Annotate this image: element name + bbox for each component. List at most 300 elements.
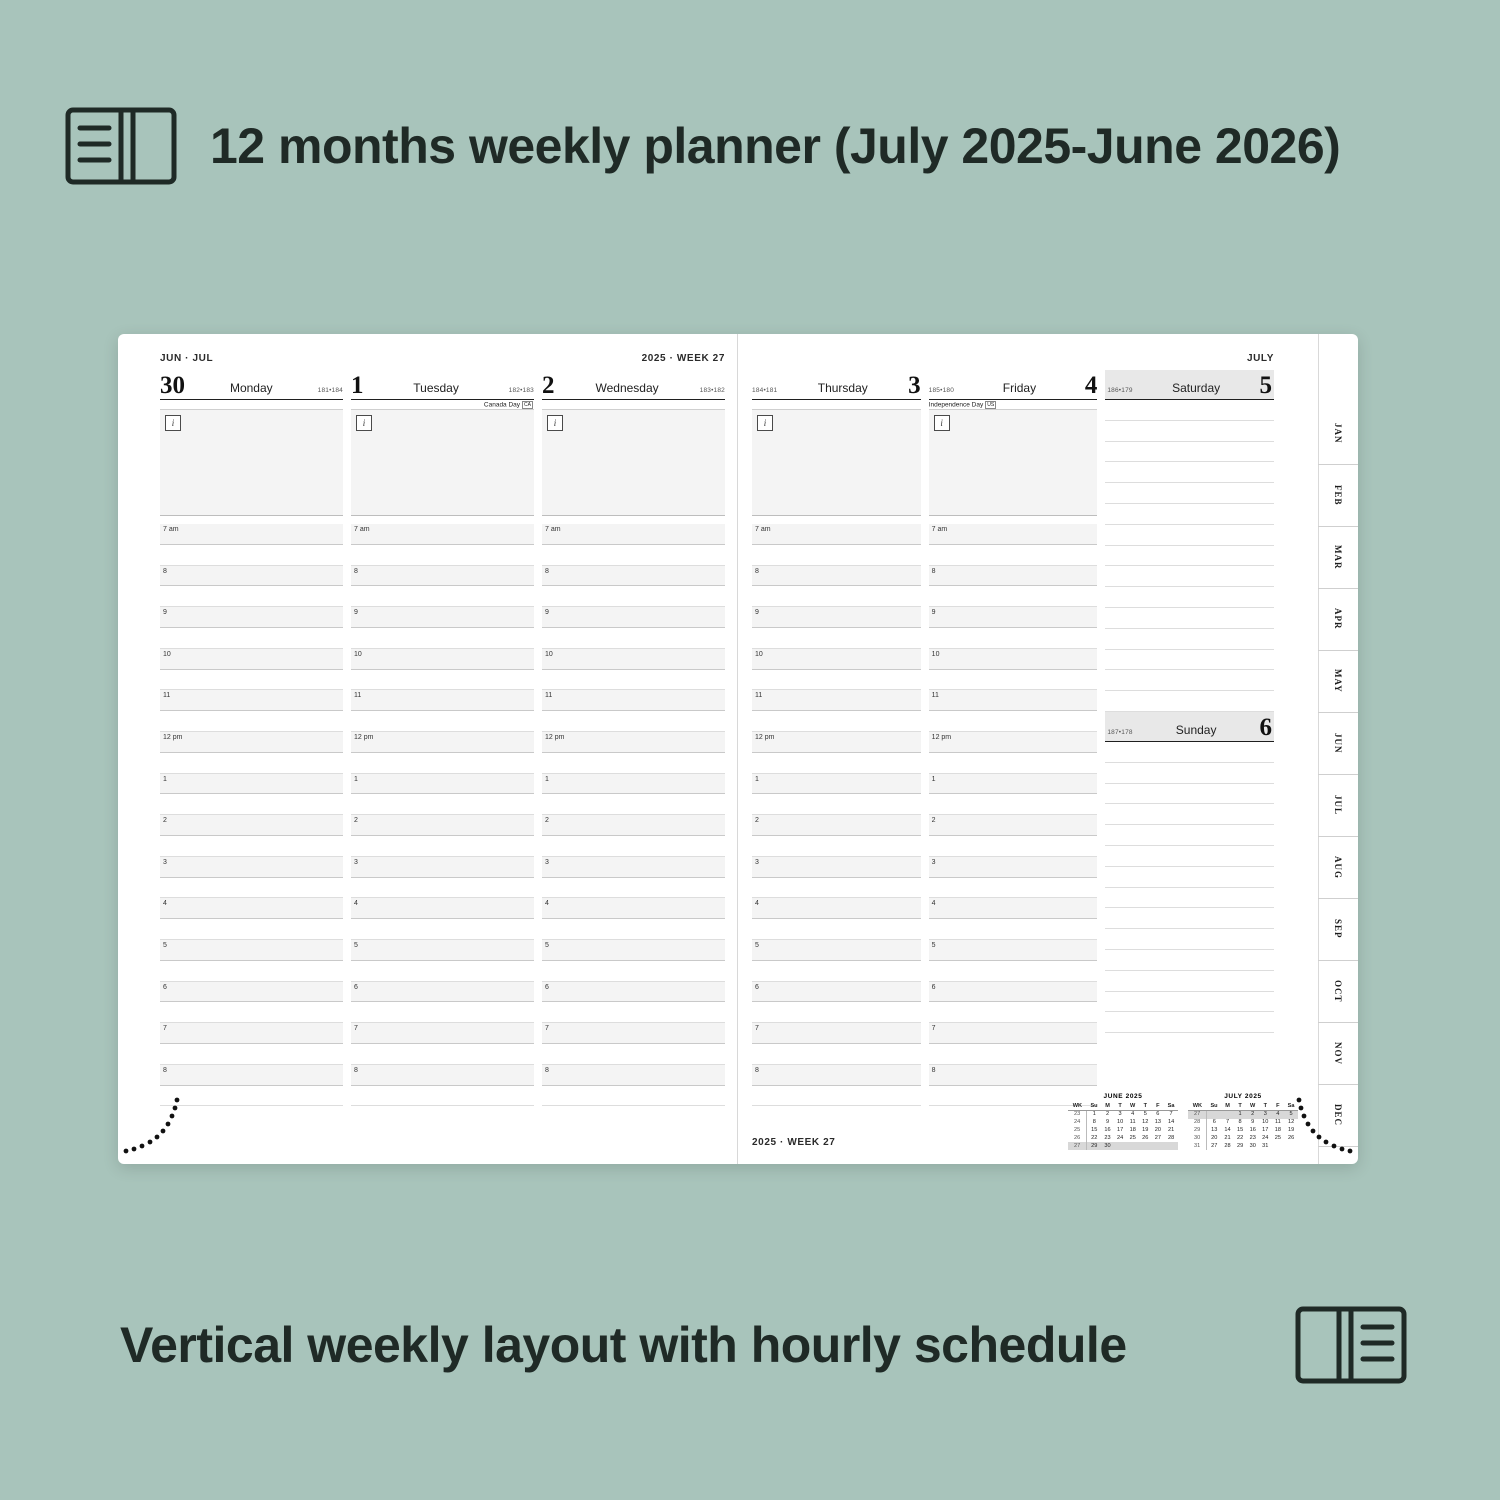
hour-slot[interactable] — [542, 566, 725, 587]
mini-calendar-day-cell: 16 — [1104, 1127, 1111, 1134]
hour-slot[interactable] — [351, 566, 534, 587]
right-page-header — [752, 350, 1318, 364]
hour-label: 4 — [755, 900, 759, 908]
half-hour-slot[interactable] — [160, 961, 343, 982]
hour-slot[interactable] — [160, 898, 343, 919]
month-tab-mar[interactable] — [1318, 526, 1358, 589]
note-line[interactable] — [1105, 867, 1274, 888]
note-line[interactable] — [1105, 804, 1274, 825]
hour-slot[interactable] — [752, 607, 921, 628]
hour-slot[interactable] — [752, 524, 921, 545]
mini-calendar-day-cell: 20 — [1211, 1134, 1218, 1141]
hour-grid-thursday[interactable] — [752, 524, 921, 1106]
note-line[interactable] — [1105, 608, 1274, 629]
hour-slot[interactable] — [351, 732, 534, 753]
holiday-country-flag: US — [987, 402, 995, 408]
hour-slot[interactable] — [752, 857, 921, 878]
hour-label: 7 am — [545, 526, 561, 533]
day-header-tuesday — [351, 370, 534, 400]
half-hour-slot[interactable] — [160, 586, 343, 607]
half-hour-slot[interactable] — [542, 919, 725, 940]
half-hour-slot[interactable] — [542, 878, 725, 899]
hour-slot[interactable] — [351, 857, 534, 878]
day-column-wednesday[interactable] — [542, 370, 725, 1106]
half-hour-slot[interactable] — [351, 628, 534, 649]
hour-slot[interactable] — [752, 940, 921, 961]
mini-calendar-day-cell: 1 — [1234, 1111, 1247, 1119]
half-hour-slot[interactable] — [351, 586, 534, 607]
hour-label: 1 — [354, 775, 358, 783]
hour-slot[interactable] — [160, 524, 343, 545]
mini-calendar-row — [1188, 1142, 1298, 1150]
mini-calendar-header-cell: M — [1101, 1102, 1114, 1110]
hour-label: 11 — [755, 692, 763, 700]
hour-slot[interactable] — [752, 690, 921, 711]
mini-calendar-header-cell: W — [1126, 1102, 1139, 1110]
note-line[interactable] — [1105, 525, 1274, 546]
half-hour-slot[interactable] — [160, 1044, 343, 1065]
mini-calendar-day-cell: 28 — [1224, 1142, 1231, 1149]
half-hour-slot[interactable] — [929, 628, 1098, 649]
note-line[interactable] — [1105, 1012, 1274, 1033]
hour-slot[interactable] — [929, 690, 1098, 711]
notes-area-tuesday[interactable] — [351, 410, 534, 516]
day-header-sunday — [1105, 712, 1274, 742]
day-number: 3 — [908, 372, 921, 399]
hour-label: 7 — [755, 1025, 759, 1033]
half-hour-slot[interactable] — [929, 586, 1098, 607]
half-hour-slot[interactable] — [929, 545, 1098, 566]
month-tab-nov[interactable] — [1318, 1022, 1358, 1085]
hour-label: 9 — [931, 609, 936, 617]
notes-area-thursday[interactable] — [752, 410, 921, 516]
half-hour-slot[interactable] — [929, 670, 1098, 691]
half-hour-slot[interactable] — [160, 794, 343, 815]
hour-slot[interactable] — [752, 898, 921, 919]
half-hour-slot[interactable] — [752, 545, 921, 566]
day-page-numbers: 183•182 — [699, 387, 725, 394]
planner-left-page — [118, 334, 738, 1164]
mini-calendar-day-cell: 14 — [1167, 1119, 1175, 1126]
hour-slot[interactable] — [542, 774, 725, 795]
note-line[interactable] — [1105, 566, 1274, 587]
half-hour-slot[interactable] — [351, 753, 534, 774]
mini-calendar-day-cell: 11 — [1129, 1119, 1136, 1126]
hour-slot[interactable] — [929, 815, 1098, 836]
half-hour-slot[interactable] — [542, 670, 725, 691]
hour-slot[interactable] — [752, 1065, 921, 1086]
info-icon: i — [356, 415, 372, 431]
day-name: Sunday — [1175, 722, 1217, 737]
hour-grid-friday[interactable] — [929, 524, 1098, 1106]
mini-calendar-day-cell: 22 — [1237, 1134, 1244, 1141]
note-line[interactable] — [1105, 992, 1274, 1013]
hour-slot[interactable] — [160, 1065, 343, 1086]
hour-slot[interactable] — [351, 690, 534, 711]
info-icon: i — [547, 415, 563, 431]
hour-label: 8 — [931, 567, 936, 575]
month-tab-jan[interactable] — [1318, 402, 1358, 465]
hour-slot[interactable] — [160, 607, 343, 628]
note-line[interactable] — [1105, 691, 1274, 712]
hour-slot[interactable] — [929, 898, 1098, 919]
hour-slot[interactable] — [160, 940, 343, 961]
hour-slot[interactable] — [752, 732, 921, 753]
hour-slot[interactable] — [351, 774, 534, 795]
hour-label: 10 — [545, 650, 553, 658]
half-hour-slot[interactable] — [542, 586, 725, 607]
mini-calendar-day-cell: 18 — [1274, 1127, 1281, 1134]
half-hour-slot[interactable] — [160, 628, 343, 649]
hour-grid-wednesday[interactable] — [542, 524, 725, 1106]
hour-grid-tuesday[interactable] — [351, 524, 534, 1106]
month-tab-apr[interactable] — [1318, 588, 1358, 651]
mini-calendar-day-cell: 7 — [1169, 1111, 1173, 1118]
mini-calendar-day-cell: 21 — [1167, 1127, 1175, 1134]
day-column-thursday[interactable] — [752, 370, 921, 1106]
note-line[interactable] — [1105, 421, 1274, 442]
half-hour-slot[interactable] — [929, 961, 1098, 982]
half-hour-slot[interactable] — [160, 919, 343, 940]
hour-slot[interactable] — [351, 815, 534, 836]
half-hour-slot[interactable] — [929, 794, 1098, 815]
half-hour-slot[interactable] — [351, 1044, 534, 1065]
hour-slot[interactable] — [929, 982, 1098, 1003]
month-tab-jul[interactable] — [1318, 774, 1358, 837]
note-line[interactable] — [1105, 483, 1274, 504]
hour-label: 7 am — [163, 526, 179, 533]
mini-calendar-day-cell: 15 — [1091, 1127, 1098, 1134]
day-header-saturday — [1105, 370, 1274, 400]
half-hour-slot[interactable] — [542, 628, 725, 649]
hour-label: 1 — [545, 775, 549, 783]
month-tab-label: MAR — [1333, 544, 1343, 570]
hour-label: 7 — [545, 1025, 549, 1033]
holiday-line — [160, 400, 343, 410]
day-column-friday[interactable] — [929, 370, 1098, 1106]
hour-label: 8 — [545, 1066, 549, 1074]
half-hour-slot[interactable] — [752, 961, 921, 982]
half-hour-slot[interactable] — [929, 919, 1098, 940]
half-hour-slot[interactable] — [929, 836, 1098, 857]
half-hour-slot[interactable] — [351, 670, 534, 691]
half-hour-slot[interactable] — [160, 878, 343, 899]
hour-slot[interactable] — [160, 649, 343, 670]
hour-slot[interactable] — [752, 566, 921, 587]
half-hour-slot[interactable] — [752, 670, 921, 691]
half-hour-slot[interactable] — [351, 545, 534, 566]
mini-calendar-day-cell: 13 — [1211, 1127, 1218, 1134]
half-hour-slot[interactable] — [542, 1044, 725, 1065]
holiday-line — [351, 400, 534, 410]
mini-calendar-day-cell — [1164, 1142, 1178, 1150]
note-line[interactable] — [1105, 971, 1274, 992]
note-line[interactable] — [1105, 546, 1274, 567]
info-icon: i — [934, 415, 950, 431]
month-tab-may[interactable] — [1318, 650, 1358, 713]
hour-slot[interactable] — [929, 857, 1098, 878]
hour-slot[interactable] — [160, 1023, 343, 1044]
hour-slot[interactable] — [542, 940, 725, 961]
hour-label: 11 — [545, 692, 553, 700]
half-hour-slot[interactable] — [542, 753, 725, 774]
month-tab-label: FEB — [1333, 484, 1343, 506]
hour-label: 7 am — [354, 526, 370, 533]
mini-calendar-day-cell: 29 — [1237, 1142, 1244, 1149]
mini-calendar-day-cell: 19 — [1287, 1127, 1295, 1134]
note-line[interactable] — [1105, 742, 1274, 763]
month-tab-sep[interactable] — [1318, 898, 1358, 961]
hour-label: 5 — [163, 941, 167, 949]
day-name: Wednesday — [595, 381, 659, 395]
hour-slot[interactable] — [752, 815, 921, 836]
hour-slot[interactable] — [752, 1023, 921, 1044]
hour-slot[interactable] — [542, 607, 725, 628]
half-hour-slot[interactable] — [160, 753, 343, 774]
half-hour-slot[interactable] — [929, 753, 1098, 774]
hour-slot[interactable] — [542, 982, 725, 1003]
half-hour-slot[interactable] — [351, 794, 534, 815]
hour-label: 6 — [163, 983, 167, 991]
note-line[interactable] — [1105, 888, 1274, 909]
note-line[interactable] — [1105, 400, 1274, 421]
mini-calendar-row — [1068, 1119, 1178, 1127]
notes-area-friday[interactable] — [929, 410, 1098, 516]
half-hour-slot[interactable] — [752, 586, 921, 607]
half-hour-slot[interactable] — [752, 1002, 921, 1023]
note-line[interactable] — [1105, 929, 1274, 950]
half-hour-slot[interactable] — [351, 961, 534, 982]
half-hour-slot[interactable] — [542, 961, 725, 982]
half-hour-slot[interactable] — [542, 545, 725, 566]
hour-slot[interactable] — [351, 1065, 534, 1086]
note-line[interactable] — [1105, 908, 1274, 929]
month-tab-label: NOV — [1333, 1041, 1343, 1065]
hour-slot[interactable] — [351, 524, 534, 545]
hour-slot[interactable] — [542, 898, 725, 919]
half-hour-slot[interactable] — [929, 711, 1098, 732]
half-hour-slot[interactable] — [542, 711, 725, 732]
mini-calendar-header-cell: M — [1221, 1102, 1234, 1110]
note-line[interactable] — [1105, 587, 1274, 608]
half-hour-slot[interactable] — [752, 1044, 921, 1065]
half-hour-slot[interactable] — [752, 836, 921, 857]
hour-slot[interactable] — [542, 857, 725, 878]
hour-slot[interactable] — [929, 1023, 1098, 1044]
hour-slot[interactable] — [929, 1065, 1098, 1086]
mini-calendar-day-cell: 10 — [1117, 1119, 1124, 1126]
hour-slot[interactable] — [542, 732, 725, 753]
half-hour-slot[interactable] — [542, 1086, 725, 1107]
hour-label: 6 — [755, 983, 759, 991]
mini-calendar-header-cell: W — [1246, 1102, 1259, 1110]
half-hour-slot[interactable] — [752, 1086, 921, 1107]
mini-calendar-day-cell: 20 — [1154, 1127, 1161, 1134]
half-hour-slot[interactable] — [160, 836, 343, 857]
note-line[interactable] — [1105, 950, 1274, 971]
day-header-monday — [160, 370, 343, 400]
hour-label: 12 pm — [545, 733, 565, 741]
half-hour-slot[interactable] — [929, 878, 1098, 899]
half-hour-slot[interactable] — [351, 1002, 534, 1023]
note-line[interactable] — [1105, 763, 1274, 784]
mini-calendar-1[interactable] — [1188, 1093, 1298, 1150]
hour-slot[interactable] — [351, 1023, 534, 1044]
half-hour-slot[interactable] — [351, 836, 534, 857]
hour-slot[interactable] — [160, 982, 343, 1003]
hour-slot[interactable] — [160, 774, 343, 795]
mini-calendar-row — [1188, 1134, 1298, 1142]
half-hour-slot[interactable] — [752, 878, 921, 899]
half-hour-slot[interactable] — [542, 836, 725, 857]
mini-calendar-day-cell: 24 — [1262, 1134, 1269, 1141]
half-hour-slot[interactable] — [752, 794, 921, 815]
hour-label: 7 — [354, 1025, 358, 1033]
month-tab-jun[interactable] — [1318, 712, 1358, 775]
month-tab-aug[interactable] — [1318, 836, 1358, 899]
half-hour-slot[interactable] — [542, 1002, 725, 1023]
hour-label: 2 — [354, 817, 358, 825]
month-tab-strip — [1318, 334, 1358, 1164]
mini-calendar-row — [1188, 1119, 1298, 1127]
hour-slot[interactable] — [351, 607, 534, 628]
mini-calendar-day-cell: 29 — [1087, 1142, 1101, 1150]
hour-label: 8 — [163, 567, 167, 575]
half-hour-slot[interactable] — [351, 711, 534, 732]
half-hour-slot[interactable] — [752, 711, 921, 732]
note-line[interactable] — [1105, 629, 1274, 650]
saturday-lines[interactable] — [1105, 400, 1274, 712]
month-tab-label: JUN — [1333, 732, 1343, 754]
mini-calendar-day-cell: 7 — [1225, 1119, 1230, 1126]
hour-label: 2 — [931, 817, 936, 825]
half-hour-slot[interactable] — [351, 1086, 534, 1107]
hour-slot[interactable] — [929, 607, 1098, 628]
half-hour-slot[interactable] — [752, 919, 921, 940]
half-hour-slot[interactable] — [160, 670, 343, 691]
note-line[interactable] — [1105, 825, 1274, 846]
month-tab-label: SEP — [1333, 919, 1343, 939]
half-hour-slot[interactable] — [752, 628, 921, 649]
hour-slot[interactable] — [542, 1065, 725, 1086]
hour-slot[interactable] — [752, 982, 921, 1003]
info-icon: i — [165, 415, 181, 431]
hour-label: 4 — [545, 900, 549, 908]
mini-calendar-row — [1188, 1111, 1298, 1119]
day-column-weekend[interactable] — [1105, 370, 1274, 1106]
mini-calendar-week-number: 27 — [1068, 1142, 1087, 1150]
hour-slot[interactable] — [542, 649, 725, 670]
mini-calendar-day-cell: 12 — [1287, 1119, 1295, 1126]
month-tab-label: APR — [1333, 608, 1343, 630]
mini-calendar-header-cell: Su — [1207, 1102, 1221, 1110]
day-header-thursday — [752, 370, 921, 400]
note-line[interactable] — [1105, 846, 1274, 867]
month-tab-label: JAN — [1333, 422, 1343, 444]
day-number: 1 — [351, 372, 364, 399]
notes-area-monday[interactable] — [160, 410, 343, 516]
mini-calendar-day-cell: 17 — [1262, 1127, 1269, 1134]
hour-slot[interactable] — [351, 898, 534, 919]
left-day-columns — [160, 370, 725, 1106]
hour-slot[interactable] — [752, 649, 921, 670]
hour-label: 8 — [931, 1066, 936, 1074]
half-hour-slot[interactable] — [351, 878, 534, 899]
mini-calendar-0[interactable] — [1068, 1093, 1178, 1150]
mini-calendar-row — [1068, 1111, 1178, 1119]
hour-slot[interactable] — [351, 940, 534, 961]
note-line[interactable] — [1105, 504, 1274, 525]
hour-slot[interactable] — [542, 815, 725, 836]
note-line[interactable] — [1105, 670, 1274, 691]
hour-slot[interactable] — [160, 732, 343, 753]
month-tab-oct[interactable] — [1318, 960, 1358, 1023]
hour-label: 4 — [163, 900, 167, 908]
half-hour-slot[interactable] — [929, 1044, 1098, 1065]
hour-label: 3 — [931, 858, 936, 866]
hour-grid-monday[interactable] — [160, 524, 343, 1106]
hour-slot[interactable] — [160, 690, 343, 711]
hour-slot[interactable] — [929, 774, 1098, 795]
sunday-lines[interactable] — [1105, 742, 1274, 1033]
half-hour-slot[interactable] — [351, 919, 534, 940]
mini-calendar-header-cell: T — [1259, 1102, 1272, 1110]
hour-slot[interactable] — [929, 566, 1098, 587]
hour-slot[interactable] — [542, 1023, 725, 1044]
hour-slot[interactable] — [542, 524, 725, 545]
hour-slot[interactable] — [542, 690, 725, 711]
mini-calendar-day-cell — [1139, 1142, 1152, 1150]
hour-slot[interactable] — [929, 524, 1098, 545]
day-column-tuesday[interactable] — [351, 370, 534, 1106]
hour-slot[interactable] — [929, 940, 1098, 961]
hour-label: 6 — [931, 983, 936, 991]
half-hour-slot[interactable] — [542, 794, 725, 815]
mini-calendar-title: JUNE 2025 — [1103, 1093, 1143, 1101]
hour-label: 8 — [545, 567, 549, 575]
hour-slot[interactable] — [160, 566, 343, 587]
note-line[interactable] — [1105, 650, 1274, 671]
half-hour-slot[interactable] — [752, 753, 921, 774]
hour-slot[interactable] — [160, 857, 343, 878]
hour-slot[interactable] — [351, 649, 534, 670]
planner-right-page — [738, 334, 1358, 1164]
day-page-numbers: 186•179 — [1107, 387, 1133, 394]
hour-slot[interactable] — [160, 815, 343, 836]
notes-area-wednesday[interactable] — [542, 410, 725, 516]
note-line[interactable] — [1105, 462, 1274, 483]
mini-calendar-day-cell — [1207, 1111, 1221, 1119]
month-tab-feb[interactable] — [1318, 464, 1358, 527]
hour-label: 9 — [755, 609, 759, 617]
hour-label: 11 — [354, 692, 362, 700]
mini-calendar-day-cell: 30 — [1249, 1142, 1256, 1149]
note-line[interactable] — [1105, 442, 1274, 463]
half-hour-slot[interactable] — [160, 1002, 343, 1023]
half-hour-slot[interactable] — [160, 545, 343, 566]
half-hour-slot[interactable] — [160, 711, 343, 732]
mini-calendar-header-cell: T — [1114, 1102, 1127, 1110]
hour-slot[interactable] — [929, 732, 1098, 753]
day-page-numbers: 182•183 — [508, 387, 534, 394]
day-column-monday[interactable] — [160, 370, 343, 1106]
hour-slot[interactable] — [752, 774, 921, 795]
hour-label: 8 — [755, 1066, 759, 1074]
note-line[interactable] — [1105, 784, 1274, 805]
hour-slot[interactable] — [351, 982, 534, 1003]
half-hour-slot[interactable] — [929, 1002, 1098, 1023]
hour-slot[interactable] — [929, 649, 1098, 670]
